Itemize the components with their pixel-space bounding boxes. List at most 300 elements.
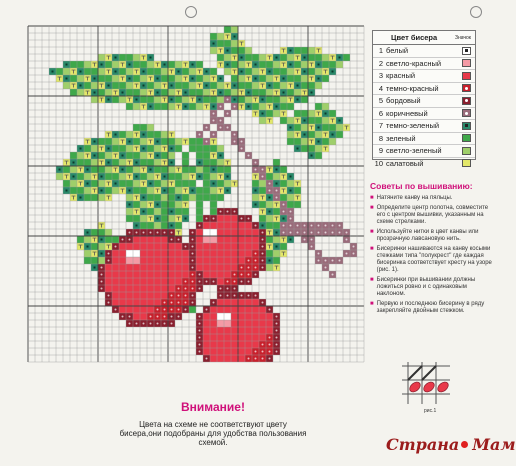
pattern-bead — [210, 243, 217, 250]
pattern-bead — [112, 285, 119, 292]
bead-symbol — [185, 288, 187, 290]
bead-symbol — [157, 309, 159, 311]
pattern-bead — [217, 54, 224, 61]
pattern-bead — [105, 138, 112, 145]
pattern-bead — [196, 187, 203, 194]
bead-symbol — [255, 267, 257, 269]
tip-item — [370, 195, 496, 202]
legend-swatch — [462, 147, 471, 155]
pattern-bead — [224, 243, 231, 250]
bead-symbol — [178, 295, 180, 297]
pattern-bead — [91, 159, 98, 166]
pattern-bead — [203, 236, 210, 243]
bead-symbol — [199, 274, 201, 276]
pattern-bead — [217, 264, 224, 271]
pattern-bead — [238, 75, 245, 82]
pattern-bead — [224, 68, 231, 75]
pattern-bead — [112, 173, 119, 180]
pattern-bead — [259, 334, 266, 341]
pattern-bead — [224, 341, 231, 348]
bead-symbol — [255, 351, 257, 353]
pattern-bead — [217, 320, 224, 327]
pattern-bead — [217, 40, 224, 47]
bead-symbol — [297, 85, 299, 87]
pattern-bead — [91, 145, 98, 152]
pattern-bead — [70, 180, 77, 187]
pattern-bead — [140, 138, 147, 145]
pattern-bead — [84, 194, 91, 201]
bead-symbol — [248, 106, 250, 108]
bead-symbol — [325, 225, 327, 227]
pattern-bead — [105, 229, 112, 236]
pattern-bead — [98, 229, 105, 236]
bead-symbol — [108, 260, 110, 262]
pattern-bead — [126, 299, 133, 306]
pattern-bead — [70, 61, 77, 68]
pattern-bead — [91, 243, 98, 250]
pattern-bead — [189, 68, 196, 75]
bead-symbol — [269, 190, 271, 192]
pattern-bead — [238, 313, 245, 320]
bead-symbol — [283, 78, 285, 80]
bead-symbol — [262, 267, 264, 269]
pattern-bead — [105, 61, 112, 68]
bead-symbol — [157, 218, 159, 220]
pattern-bead — [161, 75, 168, 82]
pattern-bead — [245, 250, 252, 257]
pattern-bead — [133, 292, 140, 299]
pattern-bead — [210, 229, 217, 236]
bead-symbol — [255, 225, 257, 227]
bead-symbol — [192, 78, 194, 80]
pattern-bead — [168, 75, 175, 82]
pattern-bead — [273, 257, 280, 264]
pattern-bead — [259, 117, 266, 124]
pattern-bead — [217, 355, 224, 362]
bead-symbol — [248, 281, 250, 283]
bead-symbol — [304, 57, 306, 59]
pattern-bead — [203, 89, 210, 96]
pattern-bead — [154, 264, 161, 271]
pattern-bead — [133, 138, 140, 145]
bead-symbol — [227, 127, 229, 129]
bead-symbol — [115, 134, 117, 136]
pattern-bead — [203, 96, 210, 103]
bead-symbol — [164, 323, 166, 325]
pattern-bead — [266, 89, 273, 96]
bead-symbol — [108, 295, 110, 297]
bead-symbol — [227, 50, 229, 52]
pattern-bead — [126, 166, 133, 173]
pattern-bead — [210, 236, 217, 243]
pattern-bead — [140, 152, 147, 159]
legend-row — [373, 145, 475, 158]
pattern-bead — [84, 187, 91, 194]
pattern-bead — [343, 54, 350, 61]
pattern-bead — [280, 243, 287, 250]
legend-swatch — [462, 109, 471, 117]
pattern-bead — [175, 180, 182, 187]
pattern-bead — [266, 264, 273, 271]
pattern-bead — [140, 61, 147, 68]
bead-symbol — [227, 288, 229, 290]
pattern-bead — [154, 285, 161, 292]
bead-symbol — [129, 141, 131, 143]
pattern-bead — [224, 271, 231, 278]
bead-symbol — [171, 309, 173, 311]
bead-symbol — [276, 330, 278, 332]
pattern-bead — [168, 166, 175, 173]
bead-symbol — [129, 78, 131, 80]
pattern-bead — [238, 47, 245, 54]
pattern-bead — [105, 285, 112, 292]
pattern-bead — [168, 257, 175, 264]
bead-symbol — [283, 232, 285, 234]
pattern-bead — [210, 159, 217, 166]
pattern-bead — [105, 152, 112, 159]
pattern-bead — [203, 257, 210, 264]
pattern-bead — [133, 89, 140, 96]
bead-symbol — [262, 169, 264, 171]
pattern-bead — [266, 313, 273, 320]
pattern-bead — [217, 166, 224, 173]
pattern-bead — [112, 264, 119, 271]
bead-symbol — [199, 288, 201, 290]
pattern-bead — [245, 47, 252, 54]
pattern-bead — [175, 82, 182, 89]
pattern-bead — [189, 145, 196, 152]
pattern-bead — [126, 257, 133, 264]
pattern-bead — [203, 327, 210, 334]
bead-symbol — [185, 309, 187, 311]
pattern-bead — [168, 89, 175, 96]
bead-symbol — [136, 162, 138, 164]
pattern-bead — [210, 173, 217, 180]
pattern-bead — [147, 124, 154, 131]
bead-symbol — [164, 232, 166, 234]
bead-symbol — [129, 190, 131, 192]
bead-stitch-figure — [398, 360, 454, 410]
pattern-bead — [175, 271, 182, 278]
pattern-bead — [280, 166, 287, 173]
pattern-bead — [105, 166, 112, 173]
bead-symbol — [213, 43, 215, 45]
pattern-bead — [273, 173, 280, 180]
bead-symbol — [150, 183, 152, 185]
pattern-bead — [112, 75, 119, 82]
pattern-bead — [168, 61, 175, 68]
pattern-bead — [210, 222, 217, 229]
bead-symbol — [290, 190, 292, 192]
pattern-bead — [315, 54, 322, 61]
pattern-bead — [259, 103, 266, 110]
bead-symbol — [129, 239, 131, 241]
pattern-bead — [336, 131, 343, 138]
pattern-bead — [273, 110, 280, 117]
pattern-bead — [259, 187, 266, 194]
bead-symbol — [234, 106, 236, 108]
bead-symbol — [269, 260, 271, 262]
bead-symbol — [255, 295, 257, 297]
bead-symbol — [248, 92, 250, 94]
bead-symbol — [262, 344, 264, 346]
pattern-bead — [273, 208, 280, 215]
pattern-bead — [168, 194, 175, 201]
pattern-bead — [119, 243, 126, 250]
pattern-bead — [126, 208, 133, 215]
pattern-bead — [273, 236, 280, 243]
pattern-bead — [245, 68, 252, 75]
bead-symbol — [66, 64, 68, 66]
bead-symbol — [311, 246, 313, 248]
pattern-bead — [238, 355, 245, 362]
bead-symbol — [87, 183, 89, 185]
pattern-bead — [224, 327, 231, 334]
bead-symbol — [192, 260, 194, 262]
bead-symbol — [157, 316, 159, 318]
pattern-bead — [252, 68, 259, 75]
bead-symbol — [339, 120, 341, 122]
pattern-bead — [203, 264, 210, 271]
bead-symbol — [248, 274, 250, 276]
pattern-bead — [217, 243, 224, 250]
bead-symbol — [290, 211, 292, 213]
bullet-icon: ■ — [370, 246, 374, 252]
pattern-bead — [161, 180, 168, 187]
bullet-icon: ■ — [370, 277, 374, 283]
pattern-bead — [119, 271, 126, 278]
tip-item — [370, 229, 496, 243]
pattern-bead — [224, 355, 231, 362]
bead-symbol — [192, 232, 194, 234]
bead-symbol — [80, 148, 82, 150]
tip-text: Бисеринки нашиваются на канву косыми стежками типа "полукрест" где каждая бисеринка соответствует кресту на узоре (рис. 1). — [376, 246, 492, 273]
pattern-bead — [112, 159, 119, 166]
site-watermark — [386, 435, 516, 454]
legend-number: 9 — [378, 146, 383, 156]
bead-symbol — [241, 141, 243, 143]
pattern-bead — [161, 194, 168, 201]
pattern-bead — [203, 166, 210, 173]
bead-symbol — [178, 288, 180, 290]
bead-symbol — [262, 302, 264, 304]
pattern-bead — [203, 145, 210, 152]
bead-symbol — [171, 295, 173, 297]
bead-symbol — [220, 78, 222, 80]
pattern-bead — [245, 54, 252, 61]
pattern-bead — [161, 243, 168, 250]
legend-header — [373, 31, 475, 45]
bead-symbol — [192, 302, 194, 304]
bead-symbol — [199, 337, 201, 339]
bead-symbol — [136, 232, 138, 234]
bead-symbol — [248, 358, 250, 360]
pattern-bead — [126, 145, 133, 152]
pattern-bead — [84, 236, 91, 243]
bead-symbol — [318, 253, 320, 255]
bead-symbol — [220, 295, 222, 297]
pattern-bead — [287, 54, 294, 61]
pattern-bead — [84, 257, 91, 264]
pattern-bead — [112, 61, 119, 68]
pattern-bead — [119, 180, 126, 187]
pattern-bead — [112, 257, 119, 264]
pattern-bead — [245, 306, 252, 313]
pattern-bead — [168, 138, 175, 145]
pattern-bead — [182, 82, 189, 89]
pattern-bead — [147, 131, 154, 138]
bead-symbol — [178, 197, 180, 199]
bead-symbol — [164, 176, 166, 178]
pattern-bead — [133, 285, 140, 292]
pattern-bead — [91, 96, 98, 103]
pattern-bead — [259, 54, 266, 61]
pattern-bead — [147, 250, 154, 257]
pattern-bead — [245, 313, 252, 320]
bead-symbol — [262, 351, 264, 353]
pattern-bead — [140, 89, 147, 96]
bead-symbol — [227, 211, 229, 213]
bead-symbol — [234, 281, 236, 283]
bead-symbol — [255, 274, 257, 276]
bead-symbol — [227, 99, 229, 101]
pattern-bead — [196, 194, 203, 201]
pattern-bead — [140, 222, 147, 229]
pattern-bead — [126, 292, 133, 299]
bead-symbol — [157, 323, 159, 325]
pattern-bead — [147, 187, 154, 194]
pattern-bead — [224, 54, 231, 61]
bead-symbol — [255, 162, 257, 164]
pattern-bead — [154, 299, 161, 306]
bead-symbol — [339, 225, 341, 227]
bead-symbol — [150, 169, 152, 171]
pattern-bead — [266, 96, 273, 103]
pattern-bead — [287, 201, 294, 208]
bead-symbol — [276, 232, 278, 234]
pattern-bead — [196, 61, 203, 68]
bead-symbol — [122, 155, 124, 157]
bead-symbol — [136, 99, 138, 101]
bead-symbol — [255, 253, 257, 255]
pattern-bead — [308, 82, 315, 89]
legend-row — [373, 158, 475, 170]
bead-symbol — [192, 190, 194, 192]
bead-symbol — [269, 211, 271, 213]
pattern-bead — [126, 89, 133, 96]
pattern-bead — [231, 61, 238, 68]
bead-symbol — [234, 36, 236, 38]
pattern-bead — [224, 229, 231, 236]
legend-row — [373, 70, 475, 83]
pattern-bead — [315, 68, 322, 75]
bead-symbol — [171, 99, 173, 101]
bead-symbol — [220, 211, 222, 213]
pattern-bead — [252, 194, 259, 201]
bead-symbol — [115, 309, 117, 311]
pattern-bead — [112, 250, 119, 257]
pattern-bead — [252, 327, 259, 334]
bead-symbol — [192, 281, 194, 283]
pattern-bead — [196, 152, 203, 159]
bead-symbol — [157, 232, 159, 234]
bead-symbol — [94, 92, 96, 94]
pattern-bead — [189, 103, 196, 110]
bead-symbol — [80, 71, 82, 73]
bead-symbol — [213, 302, 215, 304]
pattern-bead — [231, 243, 238, 250]
pattern-bead — [140, 257, 147, 264]
bead-symbol — [234, 288, 236, 290]
bead-symbol — [353, 253, 355, 255]
bead-symbol — [234, 295, 236, 297]
bead-symbol — [283, 225, 285, 227]
bead-symbol — [318, 225, 320, 227]
pattern-bead — [245, 222, 252, 229]
legend-row — [373, 45, 475, 58]
bead-symbol — [269, 85, 271, 87]
pattern-bead — [273, 250, 280, 257]
bead-symbol — [87, 169, 89, 171]
bead-symbol — [304, 120, 306, 122]
tip-item — [370, 246, 496, 274]
bead-symbol — [192, 246, 194, 248]
pattern-bead — [203, 348, 210, 355]
pattern-bead — [98, 54, 105, 61]
bead-symbol — [332, 274, 334, 276]
bead-symbol — [171, 85, 173, 87]
bead-symbol — [234, 274, 236, 276]
pattern-bead — [217, 222, 224, 229]
bead-symbol — [283, 92, 285, 94]
pattern-bead — [280, 103, 287, 110]
pattern-bead — [252, 334, 259, 341]
pattern-bead — [119, 68, 126, 75]
legend-number: 2 — [378, 58, 383, 68]
pattern-bead — [140, 243, 147, 250]
bead-symbol — [262, 176, 264, 178]
pattern-bead — [196, 145, 203, 152]
bead-symbol — [255, 64, 257, 66]
pattern-bead — [210, 82, 217, 89]
bead-symbol — [143, 197, 145, 199]
bead-symbol — [185, 302, 187, 304]
pattern-bead — [126, 103, 133, 110]
pattern-bead — [168, 215, 175, 222]
bead-symbol — [101, 176, 103, 178]
pattern-bead — [126, 243, 133, 250]
pattern-bead — [210, 341, 217, 348]
pattern-bead — [112, 187, 119, 194]
bead-symbol — [129, 64, 131, 66]
pattern-bead — [154, 243, 161, 250]
legend-color-name: бордовый — [386, 96, 421, 106]
pattern-bead — [224, 320, 231, 327]
pattern-bead — [273, 61, 280, 68]
bead-symbol — [227, 64, 229, 66]
pattern-bead — [259, 89, 266, 96]
pattern-bead — [175, 201, 182, 208]
pattern-bead — [168, 103, 175, 110]
pattern-bead — [161, 250, 168, 257]
bead-symbol — [339, 57, 341, 59]
pattern-bead — [147, 82, 154, 89]
bead-symbol — [283, 218, 285, 220]
pattern-bead — [84, 82, 91, 89]
bead-symbol — [171, 316, 173, 318]
pattern-bead — [322, 75, 329, 82]
pattern-bead — [238, 96, 245, 103]
